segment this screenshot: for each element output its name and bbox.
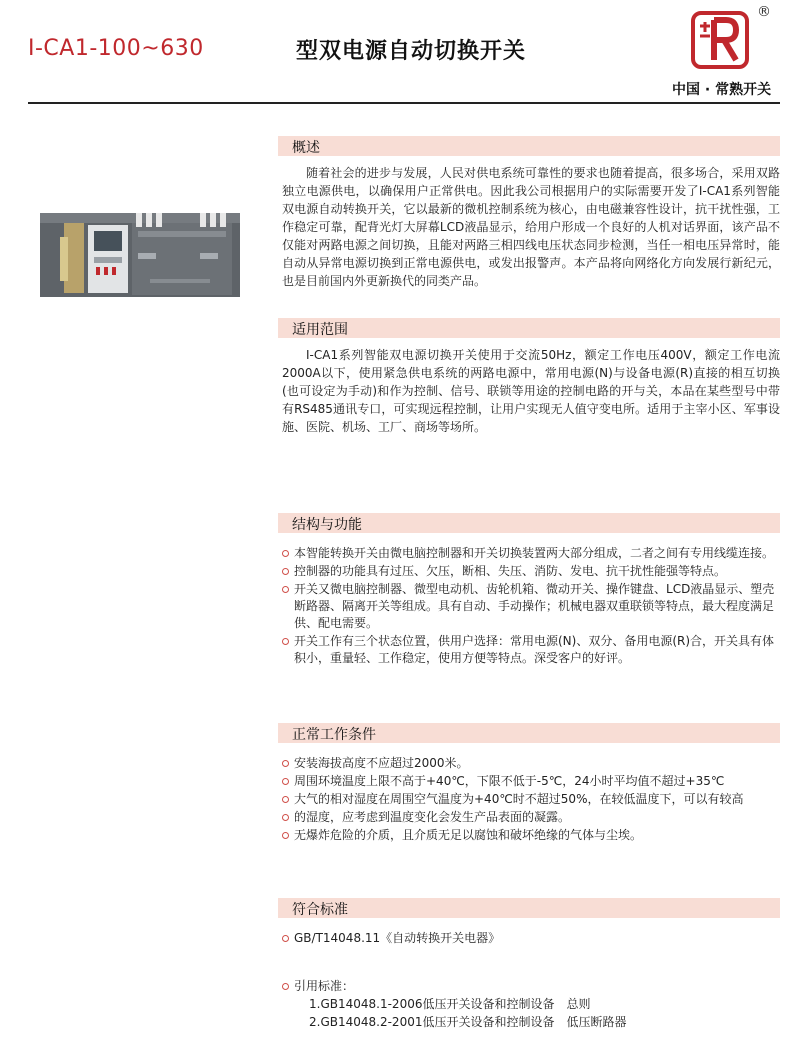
overview-text: [282, 164, 780, 290]
list-item-text: 的湿度，应考虑到温度变化会发生产品表面的凝露。: [294, 810, 571, 824]
list-item-text: 本智能转换开关由微电脑控制器和开关切换装置两大部分组成，二者之间有专用线缆连接。: [294, 546, 775, 560]
list-item: [282, 791, 780, 808]
list-item: [282, 930, 780, 947]
bullet-icon: [282, 983, 289, 990]
bullet-icon: [282, 935, 289, 942]
section-title-conditions: 正常工作条件: [292, 727, 376, 743]
list-item-text: 开关又微电脑控制器、微型电动机、齿轮机箱、微动开关、操作键盘、LCD液晶显示、塑壳断路器、隔离开关等组成。具有自动、手动操作；机械电器双重联锁等特点，最大程度满足供、配电需要。: [294, 582, 775, 630]
section-title-structure: 结构与功能: [292, 517, 362, 533]
list-item: [282, 545, 780, 562]
list-item: [282, 827, 780, 844]
bullet-icon: [282, 796, 289, 803]
structure-list: [282, 545, 780, 668]
list-item: [282, 581, 780, 632]
list-item: [282, 978, 780, 995]
section-title-standards: 符合标准: [292, 902, 348, 918]
list-item: [282, 563, 780, 580]
list-item-text: 安装海拔高度不应超过2000米。: [294, 756, 469, 770]
list-item: [282, 633, 780, 667]
references: [309, 995, 626, 1031]
reference-label: 引用标准：: [294, 979, 355, 993]
section-bar-overview: [278, 136, 780, 156]
conditions-list: [282, 755, 780, 845]
bullet-icon: [282, 778, 289, 785]
list-item: [282, 755, 780, 772]
references-list: [282, 978, 780, 996]
list-item-text: 大气的相对湿度在周围空气温度为+40℃时不超过50%，在较低温度下，可以有较高: [294, 792, 744, 806]
section-bar-scope: [278, 318, 780, 338]
list-item-text: 开关工作有三个状态位置，供用户选择：常用电源(N)、双分、备用电源(R)合，开关具有体积小，重量轻、工作稳定，使用方便等特点。深受客户的好评。: [294, 634, 775, 665]
bullet-icon: [282, 832, 289, 839]
bullet-icon: [282, 568, 289, 575]
bullet-icon: [282, 814, 289, 821]
list-item-text: 周围环境温度上限不高于+40℃，下限不低于-5℃，24小时平均值不超过+35℃: [294, 774, 725, 788]
list-item: [282, 773, 780, 790]
overview-paragraph: 随着社会的进步与发展，人民对供电系统可靠性的要求也随着提高，很多场合，采用双路独立电源供电，以确保用户正常供电。因此我公司根据用户的实际需要开发了I-CA1系列智能双电源自动转换开关，它以最新的微机控制系统为核心，由电磁兼容性设计，抗干扰性强，工作稳定可靠，配背光灯大屏幕LCD液晶显示，给用户形成一个良好的人机对话界面，该产品不仅能对两路电源之间切换，且能对两路三相四线电压状态同步检测，当任一相电压异常时，能自动从异常电源切换到正常电源供电，或发出报警声。本产品将向网络化方向发展行新纪元，也是目前国内外更新换代的同类产品。: [282, 166, 780, 288]
section-title-scope: 适用范围: [292, 322, 348, 338]
reference-item: 1.GB14048.1-2006低压开关设备和控制设备 总则: [309, 997, 591, 1011]
brand-name: 中国 · 常熟开关: [672, 82, 772, 98]
list-item-text: GB/T14048.11《自动转换开关电器》: [294, 931, 501, 945]
model-number: I-CA1-100~630: [28, 36, 204, 61]
bullet-icon: [282, 760, 289, 767]
company-logo-icon: [690, 10, 750, 70]
section-title-overview: 概述: [292, 140, 320, 156]
list-item-text: 无爆炸危险的介质，且介质无足以腐蚀和破坏绝缘的气体与尘埃。: [294, 828, 643, 842]
standards-list: [282, 930, 780, 948]
scope-text: [282, 346, 780, 436]
product-image: [40, 207, 240, 299]
list-item-text: 控制器的功能具有过压、欠压，断相、失压、消防、发电、抗干扰性能强等特点。: [294, 564, 727, 578]
registered-mark: ®: [757, 4, 771, 20]
bullet-icon: [282, 550, 289, 557]
header-divider: [28, 102, 780, 104]
scope-paragraph: I-CA1系列智能双电源切换开关使用于交流50Hz，额定工作电压400V，额定工作电流2000A以下，使用紧急供电系统的两路电源中，常用电源(N)与设备电源(R)直接的相互切换(也可设定为手动)和作为控制、信号、联锁等用途的控制电路的开与关，本品在某些型号中带有RS485通讯专口，可实现远程控制，让用户实现无人值守变电所。适用于主宰小区、军事设施、医院、机场、工厂、商场等场所。: [282, 348, 780, 434]
bullet-icon: [282, 586, 289, 593]
document-title: 型双电源自动切换开关: [296, 38, 527, 64]
list-item: [282, 809, 780, 826]
section-bar-standards: [278, 898, 780, 918]
reference-item: 2.GB14048.2-2001低压开关设备和控制设备 低压断路器: [309, 1015, 627, 1029]
bullet-icon: [282, 638, 289, 645]
